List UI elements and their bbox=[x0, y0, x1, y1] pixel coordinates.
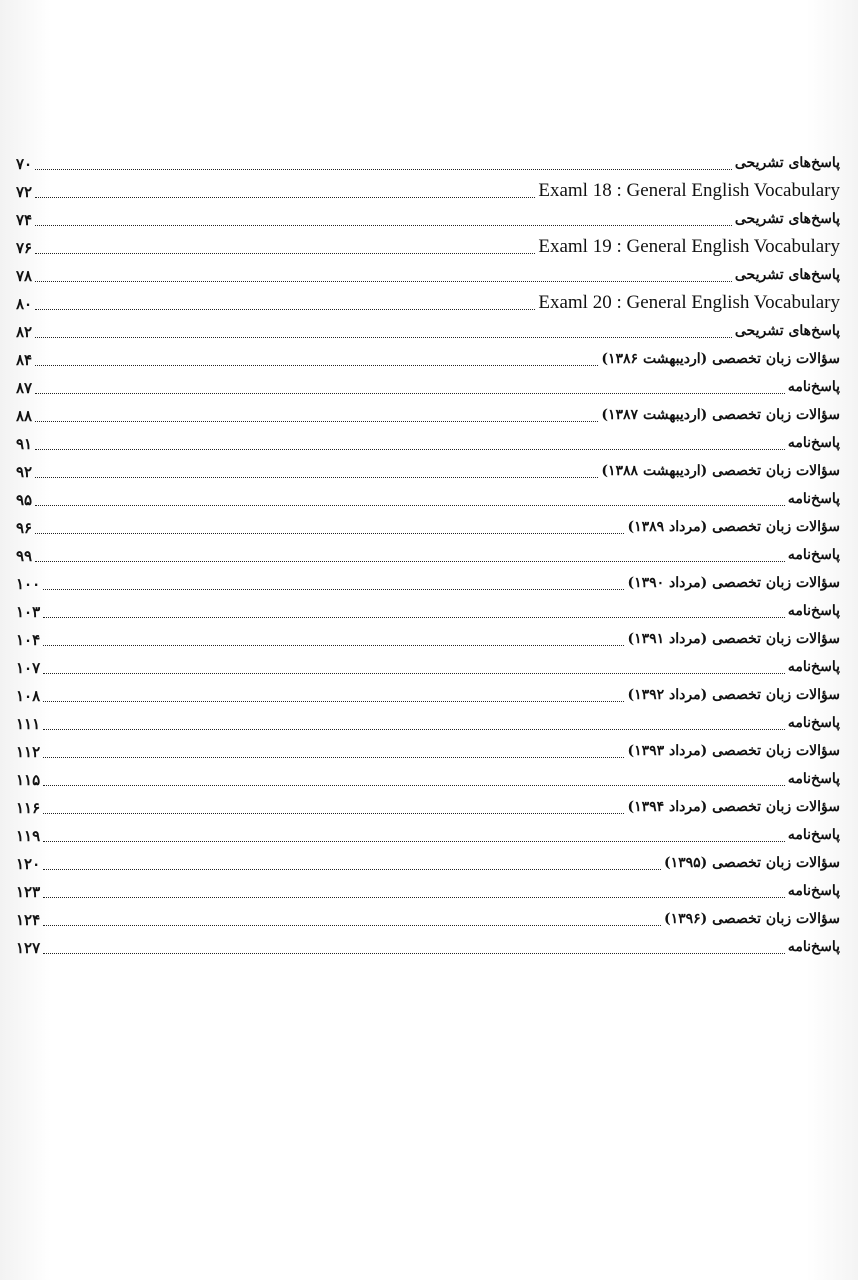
toc-dot-leader bbox=[35, 364, 598, 366]
toc-page-number: ۱۱۵ bbox=[16, 771, 41, 789]
toc-page-number: ۸۷ bbox=[16, 379, 33, 397]
toc-dot-leader bbox=[43, 868, 661, 870]
toc-entry-title: سؤالات زبان تخصصی (اردیبهشت ۱۳۸۶) bbox=[601, 351, 840, 367]
toc-entry-title: سؤالات زبان تخصصی (اردیبهشت ۱۳۸۸) bbox=[601, 463, 840, 479]
toc-dot-leader bbox=[43, 588, 624, 590]
toc-page-number: ۸۸ bbox=[16, 407, 33, 425]
toc-entry-title: سؤالات زبان تخصصی (۱۳۹۵) bbox=[663, 855, 840, 871]
toc-entry bbox=[16, 705, 840, 733]
toc-dot-leader bbox=[35, 532, 624, 534]
toc-page-number: ۱۱۱ bbox=[16, 715, 41, 733]
toc-entry-title: پاسخ‌های تشریحی bbox=[734, 323, 840, 339]
toc-entry bbox=[16, 649, 840, 677]
toc-entry-title: سؤالات زبان تخصصی (مرداد ۱۳۹۲) bbox=[627, 687, 840, 703]
toc-entry bbox=[16, 369, 840, 397]
toc-entry-title: پاسخ‌نامه bbox=[787, 547, 840, 563]
toc-page-number: ۷۰ bbox=[16, 155, 33, 173]
toc-entry bbox=[16, 817, 840, 845]
toc-dot-leader bbox=[35, 448, 785, 450]
toc-dot-leader bbox=[43, 728, 785, 730]
toc-dot-leader bbox=[35, 392, 785, 394]
toc-page-number: ۱۰۸ bbox=[16, 687, 41, 705]
toc-entry-title: پاسخ‌های تشریحی bbox=[734, 211, 840, 227]
toc-dot-leader bbox=[35, 504, 785, 506]
toc-entry-title: Examl 20 : General English Vocabulary bbox=[538, 292, 840, 313]
toc-dot-leader bbox=[43, 784, 785, 786]
toc-page-number: ۹۱ bbox=[16, 435, 33, 453]
toc-entry-title: سؤالات زبان تخصصی (مرداد ۱۳۸۹) bbox=[627, 519, 840, 535]
toc-dot-leader bbox=[35, 308, 535, 310]
toc-entry-title: پاسخ‌نامه bbox=[787, 435, 840, 451]
toc-entry bbox=[16, 285, 840, 313]
toc-entry-title: پاسخ‌های تشریحی bbox=[734, 267, 840, 283]
toc-entry-title: سؤالات زبان تخصصی (مرداد ۱۳۹۱) bbox=[627, 631, 840, 647]
toc-page-number: ۷۴ bbox=[16, 211, 33, 229]
toc-entry bbox=[16, 509, 840, 537]
toc-dot-leader bbox=[35, 168, 732, 170]
toc-page-number: ۱۰۳ bbox=[16, 603, 41, 621]
toc-entry-title: پاسخ‌نامه bbox=[787, 827, 840, 843]
toc-entry-title: سؤالات زبان تخصصی (اردیبهشت ۱۳۸۷) bbox=[601, 407, 840, 423]
toc-dot-leader bbox=[43, 644, 624, 646]
toc-entry bbox=[16, 565, 840, 593]
toc-entry-title: سؤالات زبان تخصصی (مرداد ۱۳۹۰) bbox=[627, 575, 840, 591]
toc-entry-title: پاسخ‌نامه bbox=[787, 771, 840, 787]
toc-page-number: ۱۱۹ bbox=[16, 827, 41, 845]
toc-dot-leader bbox=[43, 672, 785, 674]
toc-dot-leader bbox=[43, 924, 661, 926]
toc-page-number: ۹۲ bbox=[16, 463, 33, 481]
toc-dot-leader bbox=[43, 896, 785, 898]
toc-page-number: ۷۸ bbox=[16, 267, 33, 285]
toc-page-number: ۱۲۳ bbox=[16, 883, 41, 901]
toc-dot-leader bbox=[43, 756, 624, 758]
toc-entry-title: سؤالات زبان تخصصی (۱۳۹۶) bbox=[663, 911, 840, 927]
toc-page-number: ۸۴ bbox=[16, 351, 33, 369]
toc-entry-title: پاسخ‌نامه bbox=[787, 939, 840, 955]
toc-dot-leader bbox=[43, 700, 624, 702]
toc-dot-leader bbox=[43, 840, 785, 842]
toc-entry bbox=[16, 201, 840, 229]
toc-entry bbox=[16, 677, 840, 705]
toc-page-number: ۸۲ bbox=[16, 323, 33, 341]
toc-entry bbox=[16, 593, 840, 621]
toc-page-number: ۱۱۶ bbox=[16, 799, 41, 817]
toc-entry-title: سؤالات زبان تخصصی (مرداد ۱۳۹۳) bbox=[627, 743, 840, 759]
toc-entry-title: Examl 19 : General English Vocabulary bbox=[538, 236, 840, 257]
toc-entry bbox=[16, 397, 840, 425]
toc-entry bbox=[16, 929, 840, 957]
toc-dot-leader bbox=[43, 616, 785, 618]
toc-entry bbox=[16, 453, 840, 481]
toc-dot-leader bbox=[35, 476, 598, 478]
toc-page-number: ۱۰۰ bbox=[16, 575, 41, 593]
toc-entry-title: پاسخ‌نامه bbox=[787, 883, 840, 899]
toc-entry bbox=[16, 761, 840, 789]
toc-page-number: ۸۰ bbox=[16, 295, 33, 313]
toc-page-number: ۷۲ bbox=[16, 183, 33, 201]
toc-entry bbox=[16, 145, 840, 173]
toc-dot-leader bbox=[35, 196, 535, 198]
toc-entry bbox=[16, 733, 840, 761]
toc-page-number: ۱۰۷ bbox=[16, 659, 41, 677]
toc-dot-leader bbox=[35, 336, 732, 338]
toc-dot-leader bbox=[35, 420, 598, 422]
toc-entry bbox=[16, 229, 840, 257]
toc-page-number: ۹۶ bbox=[16, 519, 33, 537]
toc-entry-title: Examl 18 : General English Vocabulary bbox=[538, 180, 840, 201]
toc-entry bbox=[16, 481, 840, 509]
toc-entry bbox=[16, 845, 840, 873]
toc-dot-leader bbox=[35, 560, 785, 562]
toc-entry-title: پاسخ‌نامه bbox=[787, 659, 840, 675]
toc-page-number: ۱۲۴ bbox=[16, 911, 41, 929]
toc-dot-leader bbox=[43, 812, 624, 814]
toc-entry bbox=[16, 425, 840, 453]
toc-entry-title: پاسخ‌نامه bbox=[787, 379, 840, 395]
toc-entry bbox=[16, 901, 840, 929]
toc-entry bbox=[16, 313, 840, 341]
toc-page-number: ۱۲۷ bbox=[16, 939, 41, 957]
toc-entry bbox=[16, 341, 840, 369]
toc-entry-title: پاسخ‌های تشریحی bbox=[734, 155, 840, 171]
toc-dot-leader bbox=[35, 280, 732, 282]
toc-page-number: ۹۵ bbox=[16, 491, 33, 509]
toc-page-number: ۱۰۴ bbox=[16, 631, 41, 649]
toc-entry bbox=[16, 621, 840, 649]
toc-entry-title: پاسخ‌نامه bbox=[787, 491, 840, 507]
table-of-contents bbox=[16, 145, 840, 957]
toc-page-number: ۹۹ bbox=[16, 547, 33, 565]
toc-dot-leader bbox=[43, 952, 785, 954]
toc-entry-title: پاسخ‌نامه bbox=[787, 603, 840, 619]
toc-entry bbox=[16, 257, 840, 285]
toc-entry bbox=[16, 873, 840, 901]
toc-entry bbox=[16, 173, 840, 201]
toc-dot-leader bbox=[35, 252, 535, 254]
toc-entry-title: سؤالات زبان تخصصی (مرداد ۱۳۹۴) bbox=[627, 799, 840, 815]
toc-entry bbox=[16, 537, 840, 565]
toc-dot-leader bbox=[35, 224, 732, 226]
toc-page-number: ۷۶ bbox=[16, 239, 33, 257]
toc-entry-title: پاسخ‌نامه bbox=[787, 715, 840, 731]
toc-entry bbox=[16, 789, 840, 817]
toc-page-number: ۱۲۰ bbox=[16, 855, 41, 873]
toc-page-number: ۱۱۲ bbox=[16, 743, 41, 761]
